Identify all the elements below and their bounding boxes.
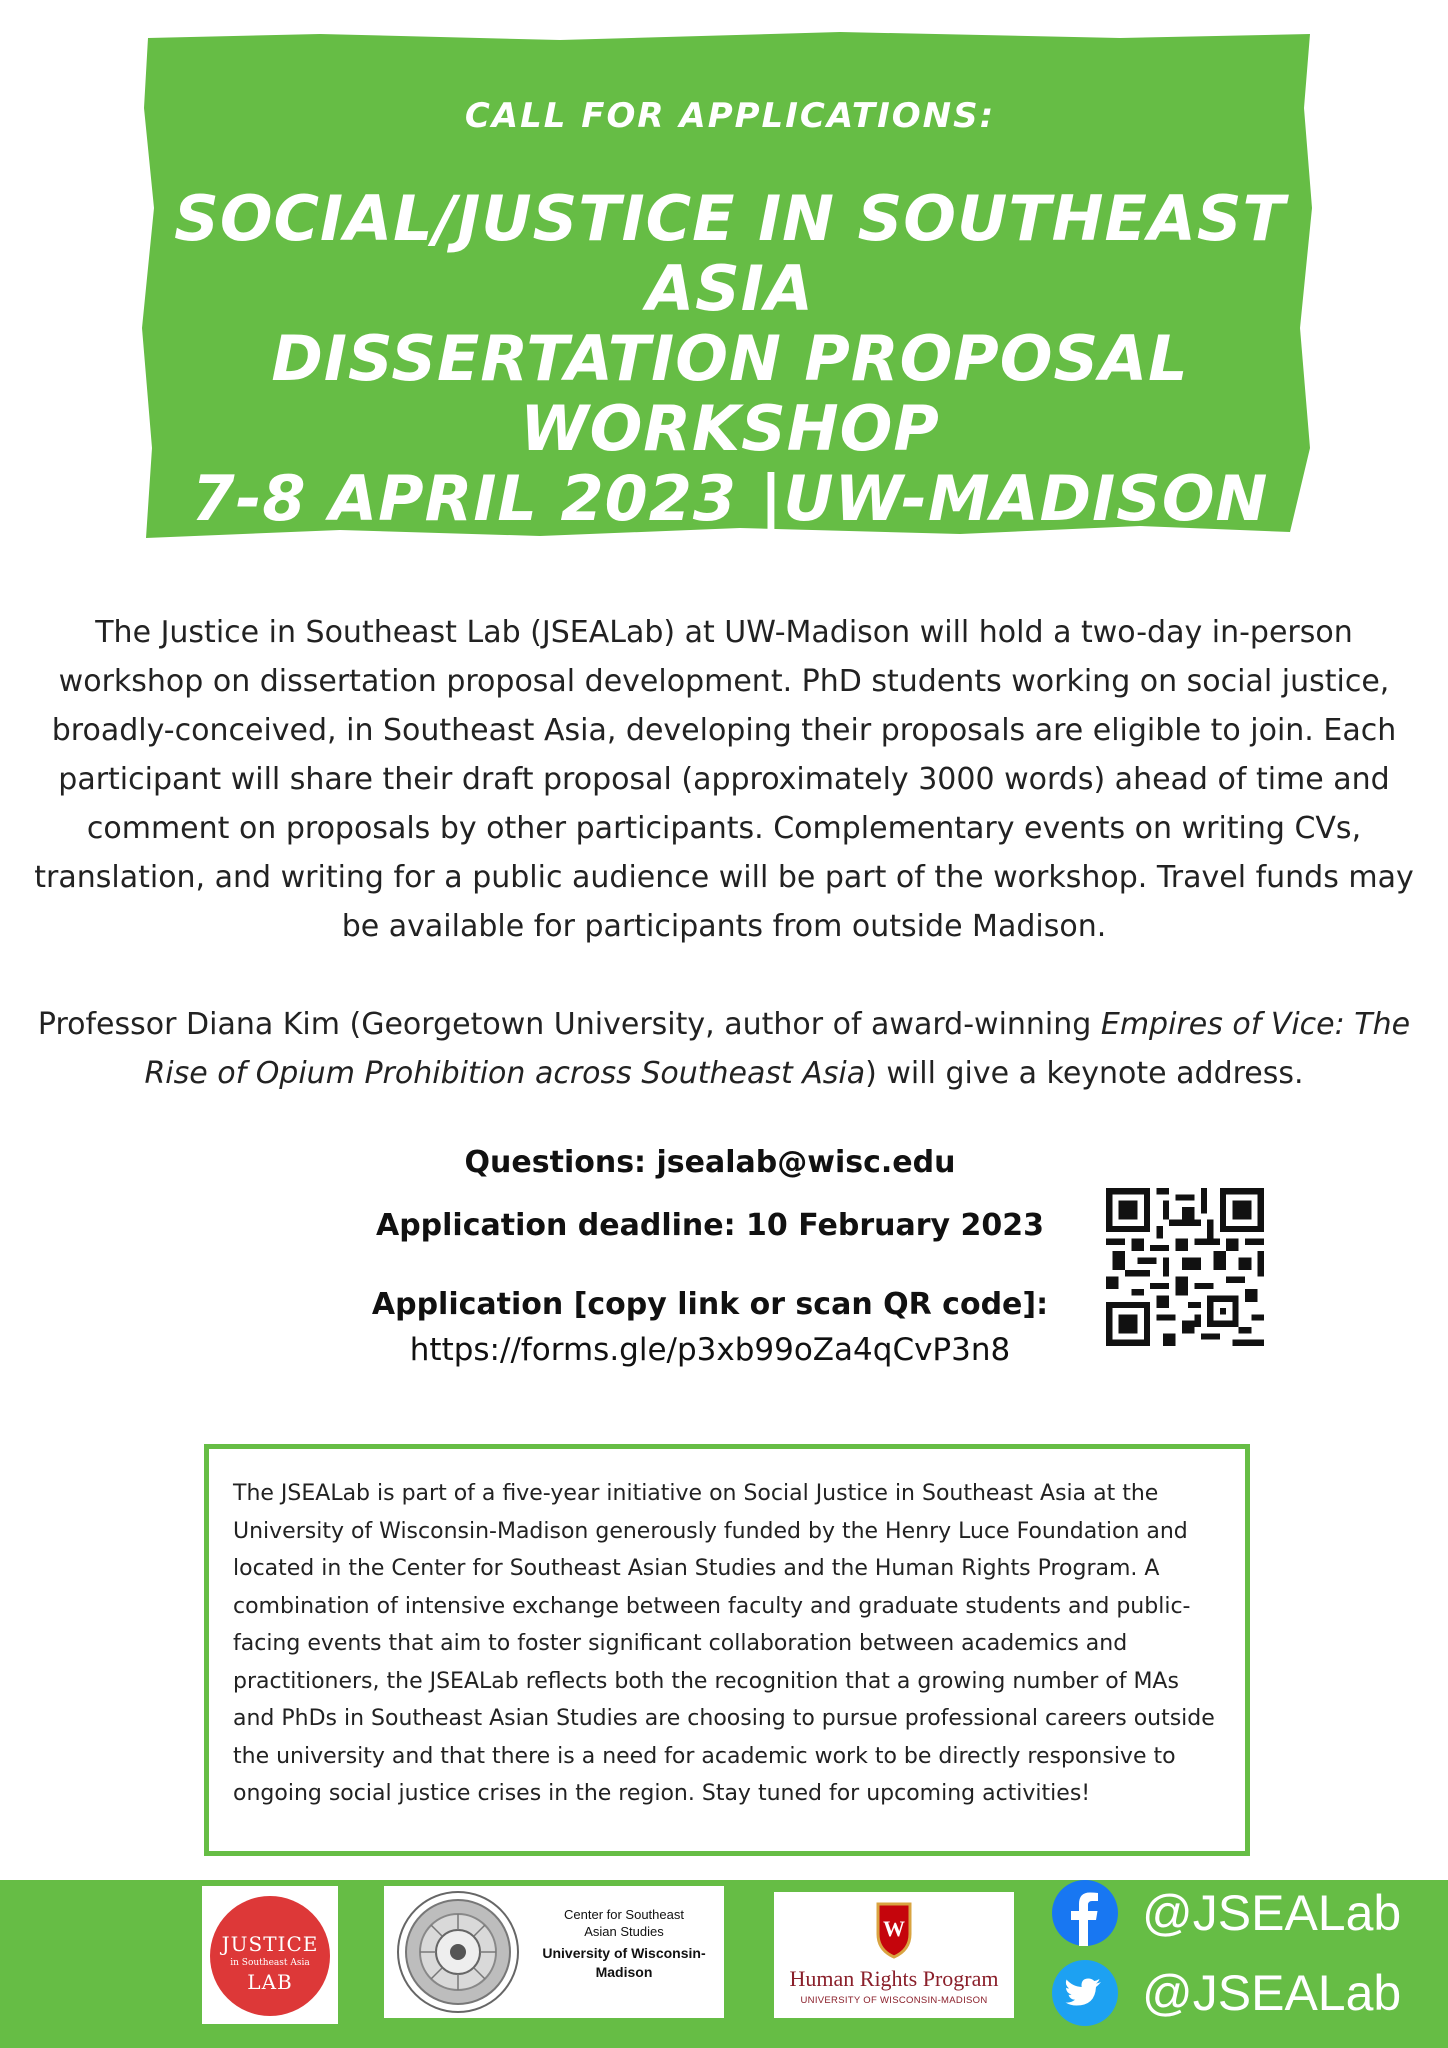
justice-lab-logo-mark (210, 1896, 330, 2016)
hrp-logo-name: Human Rights Program (789, 1966, 999, 1991)
facebook-handle[interactable]: @JSEALab (1142, 1885, 1402, 1941)
header-kicker: CALL FOR APPLICATIONS: (464, 96, 996, 136)
intro-section (30, 608, 1418, 1098)
keynote-paragraph (30, 1000, 1418, 1098)
twitter-link[interactable] (1052, 1958, 1401, 2028)
hrp-logo-subtitle: UNIVERSITY OF WISCONSIN-MADISON (800, 1995, 988, 2006)
twitter-icon[interactable] (1052, 1960, 1118, 2026)
cseas-logo (384, 1886, 724, 2018)
about-text: The JSEALab is part of a five-year initiative on Social Justice in Southeast Asia at the University of Wisconsin-Madison generously funded by the Henry Luce Foundation and located in the Center for Southeast Asian Studies and the Human Rights Program. A combination of intensive exchange between faculty and graduate students and public-facing events that aim to foster significant collaboration between academics and practitioners, the JSEALab reflects both the recognition that a growing number of MAs and PhDs in Southeast Asian Studies are choosing to pursue professional careers outside the university and that there is a need for academic work to be directly responsive to ongoing social justice crises in the region. Stay tuned for upcoming activities! (233, 1481, 1215, 1806)
qr-code-icon[interactable] (1106, 1188, 1264, 1346)
justice-lab-logo (202, 1886, 338, 2024)
header (150, 70, 1310, 534)
cseas-logo-line: University of Wisconsin- (542, 1945, 706, 1961)
justice-logo-line: JUSTICE (221, 1932, 319, 1956)
keynote-book-title: Empires of Vice: The Rise of Opium Prohibition across Southeast Asia (144, 1007, 1411, 1091)
cseas-logo-line: Asian Studies (584, 1924, 664, 1939)
keynote-text-before: Professor Diana Kim (Georgetown University, author of award-winning (37, 1007, 1101, 1042)
intro-paragraph: The Justice in Southeast Lab (JSEALab) at UW-Madison will hold a two-day in-person workshop on dissertation proposal development. PhD students working on social justice, broadly-conceived, in Southeast Asia, developing their proposals are eligible to join. Each participant will share their draft proposal (approximately 3000 words) ahead of time and comment on proposals by other participants. Complementary events on writing CVs, translation, and writing for a public audience will be part of the workshop. Travel funds may be available for participants from outside Madison. (34, 615, 1414, 944)
questions-email[interactable]: Questions: jsealab@wisc.edu (464, 1145, 956, 1180)
header-title-line: DISSERTATION PROPOSAL (271, 322, 1189, 395)
header-title-line: WORKSHOP (520, 392, 940, 465)
facebook-link[interactable] (1052, 1878, 1401, 1948)
header-title (150, 184, 1310, 534)
keynote-text-after: ) will give a keynote address. (865, 1056, 1304, 1091)
justice-logo-line: in Southeast Asia (230, 1958, 310, 1968)
about-box (204, 1444, 1250, 1856)
twitter-handle[interactable]: @JSEALab (1142, 1965, 1402, 2021)
application-link[interactable]: https://forms.gle/p3xb99oZa4qCvP3n8 (409, 1332, 1011, 1368)
justice-logo-line: LAB (247, 1970, 293, 1994)
svg-text:W: W (883, 1916, 905, 1941)
human-rights-program-logo (774, 1892, 1014, 2018)
cseas-seal-icon (388, 1886, 528, 2018)
cseas-logo-line: Center for Southeast (564, 1907, 684, 1922)
header-title-line: 7-8 APRIL 2023 |UW-MADISON (191, 462, 1269, 535)
cseas-logo-line: Madison (595, 1964, 653, 1980)
header-title-line: SOCIAL/JUSTICE IN SOUTHEAST ASIA (174, 182, 1286, 325)
contact-section (320, 1145, 1100, 1368)
facebook-icon[interactable] (1052, 1880, 1118, 1946)
application-label: Application [copy link or scan QR code]: (371, 1287, 1049, 1322)
application-deadline: Application deadline: 10 February 2023 (375, 1208, 1045, 1243)
uw-crest-icon (874, 1900, 914, 1960)
